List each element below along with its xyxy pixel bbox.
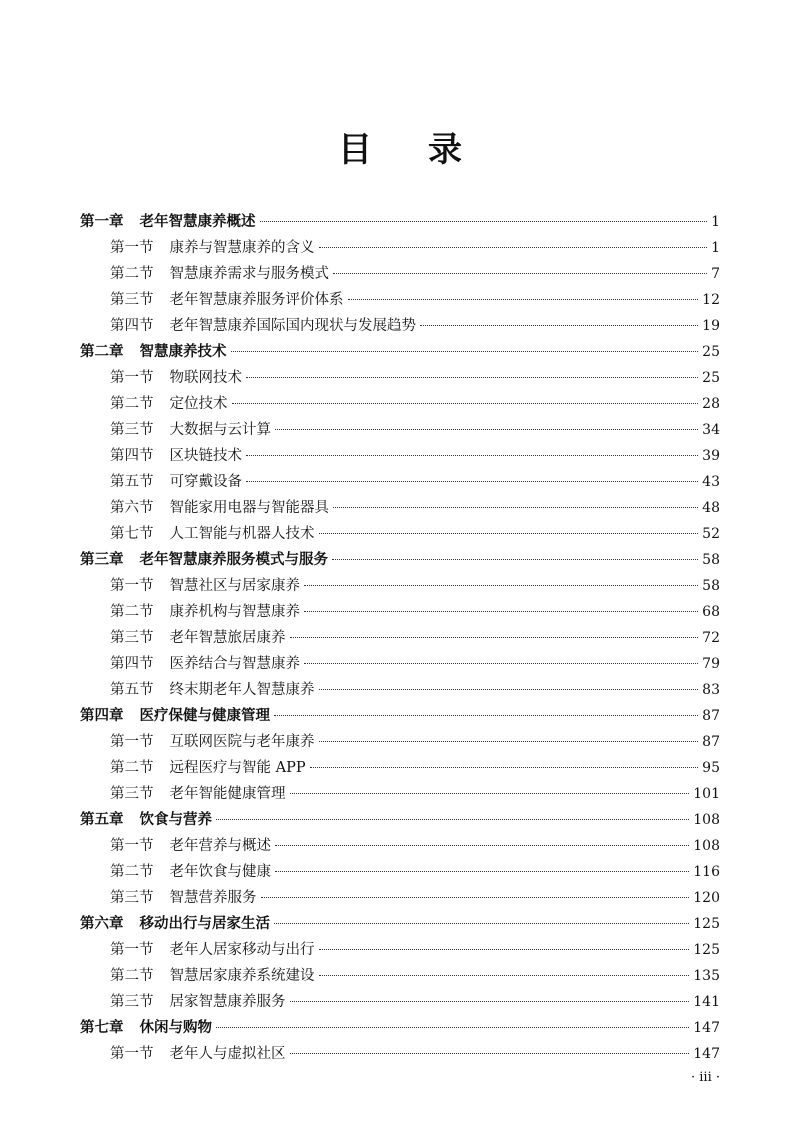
entry-number: 第二节: [110, 864, 154, 880]
entry-title: 老年人居家移动与出行: [169, 942, 315, 958]
entry-page-number: 108: [693, 838, 720, 854]
dot-leader: [333, 273, 707, 274]
toc-section-entry[interactable]: [80, 495, 720, 521]
dot-leader: [261, 897, 690, 898]
entry-page-number: 147: [693, 1020, 720, 1036]
toc-section-entry[interactable]: [80, 859, 720, 885]
toc-section-entry[interactable]: [80, 833, 720, 859]
dot-leader: [310, 767, 699, 768]
entry-title: 饮食与营养: [139, 812, 212, 828]
dot-leader: [231, 351, 699, 352]
entry-page-number: 87: [702, 734, 720, 750]
dot-leader: [304, 585, 698, 586]
entry-number: 第二章: [80, 344, 124, 360]
toc-section-entry[interactable]: [80, 781, 720, 807]
dot-leader: [246, 455, 698, 456]
entry-page-number: 108: [693, 812, 720, 828]
dot-leader: [319, 741, 699, 742]
entry-number: 第四节: [110, 318, 154, 334]
entry-page-number: 58: [702, 552, 720, 568]
dot-leader: [290, 1001, 690, 1002]
entry-title: 智慧康养需求与服务模式: [169, 266, 329, 282]
entry-title: 老年智慧康养国际国内现状与发展趋势: [169, 318, 416, 334]
entry-page-number: 28: [702, 396, 720, 412]
entry-title: 居家智慧康养服务: [169, 994, 286, 1010]
dot-leader: [290, 793, 690, 794]
entry-number: 第二节: [110, 396, 154, 412]
dot-leader: [216, 819, 689, 820]
dot-leader: [290, 1053, 690, 1054]
entry-number: 第三节: [110, 994, 154, 1010]
dot-leader: [332, 559, 698, 560]
entry-page-number: 95: [702, 760, 720, 776]
dot-leader: [333, 507, 698, 508]
entry-title: 人工智能与机器人技术: [169, 526, 315, 542]
entry-title: 区块链技术: [169, 448, 242, 464]
entry-page-number: 87: [702, 708, 720, 724]
entry-number: 第四节: [110, 656, 154, 672]
entry-page-number: 52: [702, 526, 720, 542]
toc-section-entry[interactable]: [80, 599, 720, 625]
page-number: · iii ·: [690, 1070, 720, 1085]
entry-title: 物联网技术: [169, 370, 242, 386]
page-title: [0, 122, 800, 171]
dot-leader: [304, 611, 698, 612]
entry-number: 第一节: [110, 734, 154, 750]
entry-number: 第二节: [110, 604, 154, 620]
toc-section-entry[interactable]: [80, 235, 720, 261]
entry-page-number: 39: [702, 448, 720, 464]
entry-number: 第六章: [80, 916, 124, 932]
entry-page-number: 116: [693, 864, 720, 880]
entry-number: 第一节: [110, 1046, 154, 1062]
entry-title: 老年营养与概述: [169, 838, 271, 854]
toc-chapter-entry[interactable]: [80, 339, 720, 365]
toc-section-entry[interactable]: [80, 261, 720, 287]
entry-title: 医养结合与智慧康养: [169, 656, 300, 672]
entry-page-number: 19: [702, 318, 720, 334]
dot-leader: [290, 637, 699, 638]
toc-section-entry[interactable]: [80, 625, 720, 651]
toc-section-entry[interactable]: [80, 677, 720, 703]
entry-page-number: 125: [693, 942, 720, 958]
entry-title: 远程医疗与智能 APP: [169, 760, 306, 776]
entry-number: 第二节: [110, 266, 154, 282]
dot-leader: [246, 377, 698, 378]
entry-title: 智慧康养技术: [139, 344, 227, 360]
entry-title: 老年智慧康养服务评价体系: [169, 292, 344, 308]
entry-page-number: 1: [711, 214, 720, 230]
entry-number: 第一节: [110, 942, 154, 958]
dot-leader: [275, 845, 689, 846]
entry-page-number: 135: [693, 968, 720, 984]
entry-page-number: 43: [702, 474, 720, 490]
entry-page-number: 72: [702, 630, 720, 646]
entry-number: 第三节: [110, 292, 154, 308]
entry-number: 第一节: [110, 240, 154, 256]
entry-title: 老年人与虚拟社区: [169, 1046, 286, 1062]
toc-chapter-entry[interactable]: [80, 209, 720, 235]
entry-page-number: 7: [711, 266, 720, 282]
entry-page-number: 58: [702, 578, 720, 594]
dot-leader: [319, 689, 699, 690]
entry-title: 定位技术: [169, 396, 228, 412]
toc-section-entry[interactable]: [80, 391, 720, 417]
entry-title: 老年饮食与健康: [169, 864, 271, 880]
toc-section-entry[interactable]: [80, 287, 720, 313]
dot-leader: [275, 429, 698, 430]
toc-section-entry[interactable]: [80, 989, 720, 1015]
entry-page-number: 48: [702, 500, 720, 516]
dot-leader: [275, 871, 689, 872]
entry-page-number: 83: [702, 682, 720, 698]
entry-page-number: 12: [702, 292, 720, 308]
entry-title: 智能家用电器与智能器具: [169, 500, 329, 516]
entry-page-number: 34: [702, 422, 720, 438]
toc-section-entry[interactable]: [80, 417, 720, 443]
toc-section-entry[interactable]: [80, 729, 720, 755]
entry-title: 康养机构与智慧康养: [169, 604, 300, 620]
entry-title: 大数据与云计算: [169, 422, 271, 438]
entry-title: 智慧社区与居家康养: [169, 578, 300, 594]
entry-page-number: 147: [693, 1046, 720, 1062]
toc-chapter-entry[interactable]: [80, 911, 720, 937]
dot-leader: [260, 221, 708, 222]
dot-leader: [319, 533, 699, 534]
entry-number: 第一节: [110, 370, 154, 386]
entry-page-number: 120: [693, 890, 720, 906]
entry-number: 第三章: [80, 552, 124, 568]
entry-number: 第五节: [110, 682, 154, 698]
toc-section-entry[interactable]: [80, 1041, 720, 1067]
toc-chapter-entry[interactable]: [80, 807, 720, 833]
entry-title: 终末期老年人智慧康养: [169, 682, 315, 698]
entry-title: 移动出行与居家生活: [139, 916, 270, 932]
toc-section-entry[interactable]: [80, 651, 720, 677]
toc-section-entry[interactable]: [80, 313, 720, 339]
toc-section-entry[interactable]: [80, 937, 720, 963]
entry-number: 第七章: [80, 1020, 124, 1036]
entry-page-number: 141: [693, 994, 720, 1010]
entry-page-number: 25: [702, 344, 720, 360]
dot-leader: [274, 923, 689, 924]
entry-number: 第一节: [110, 578, 154, 594]
dot-leader: [420, 325, 698, 326]
dot-leader: [319, 949, 690, 950]
entry-number: 第三节: [110, 630, 154, 646]
toc-section-entry[interactable]: [80, 443, 720, 469]
entry-number: 第四节: [110, 448, 154, 464]
entry-title: 康养与智慧康养的含义: [169, 240, 315, 256]
toc-chapter-entry[interactable]: [80, 703, 720, 729]
dot-leader: [216, 1027, 689, 1028]
dot-leader: [319, 975, 690, 976]
entry-number: 第五章: [80, 812, 124, 828]
entry-title: 老年智慧旅居康养: [169, 630, 286, 646]
entry-title: 智慧营养服务: [169, 890, 257, 906]
entry-page-number: 68: [702, 604, 720, 620]
entry-title: 老年智慧康养概述: [139, 214, 256, 230]
entry-number: 第三节: [110, 786, 154, 802]
toc-section-entry[interactable]: [80, 963, 720, 989]
entry-title: 互联网医院与老年康养: [169, 734, 315, 750]
toc-chapter-entry[interactable]: [80, 1015, 720, 1041]
entry-number: 第四章: [80, 708, 124, 724]
entry-number: 第五节: [110, 474, 154, 490]
entry-page-number: 25: [702, 370, 720, 386]
entry-number: 第六节: [110, 500, 154, 516]
dot-leader: [319, 247, 708, 248]
entry-title: 老年智能健康管理: [169, 786, 286, 802]
toc-section-entry[interactable]: [80, 469, 720, 495]
toc-section-entry[interactable]: [80, 573, 720, 599]
entry-page-number: 79: [702, 656, 720, 672]
entry-number: 第一章: [80, 214, 124, 230]
title-char-2: 录: [428, 130, 462, 170]
entry-page-number: 125: [693, 916, 720, 932]
entry-number: 第二节: [110, 760, 154, 776]
toc-section-entry[interactable]: [80, 365, 720, 391]
title-char-1: 目: [338, 130, 372, 170]
toc-section-entry[interactable]: [80, 521, 720, 547]
entry-number: 第三节: [110, 422, 154, 438]
entry-number: 第三节: [110, 890, 154, 906]
entry-page-number: 101: [693, 786, 720, 802]
entry-number: 第七节: [110, 526, 154, 542]
toc-section-entry[interactable]: [80, 755, 720, 781]
entry-page-number: 1: [711, 240, 720, 256]
toc-chapter-entry[interactable]: [80, 547, 720, 573]
entry-title: 智慧居家康养系统建设: [169, 968, 315, 984]
entry-title: 休闲与购物: [139, 1020, 212, 1036]
entry-title: 医疗保健与健康管理: [139, 708, 270, 724]
entry-number: 第二节: [110, 968, 154, 984]
entry-title: 可穿戴设备: [169, 474, 242, 490]
table-of-contents: [80, 209, 720, 1067]
toc-section-entry[interactable]: [80, 885, 720, 911]
dot-leader: [304, 663, 698, 664]
dot-leader: [274, 715, 698, 716]
dot-leader: [348, 299, 699, 300]
dot-leader: [232, 403, 699, 404]
dot-leader: [246, 481, 698, 482]
entry-title: 老年智慧康养服务模式与服务: [139, 552, 328, 568]
entry-number: 第一节: [110, 838, 154, 854]
